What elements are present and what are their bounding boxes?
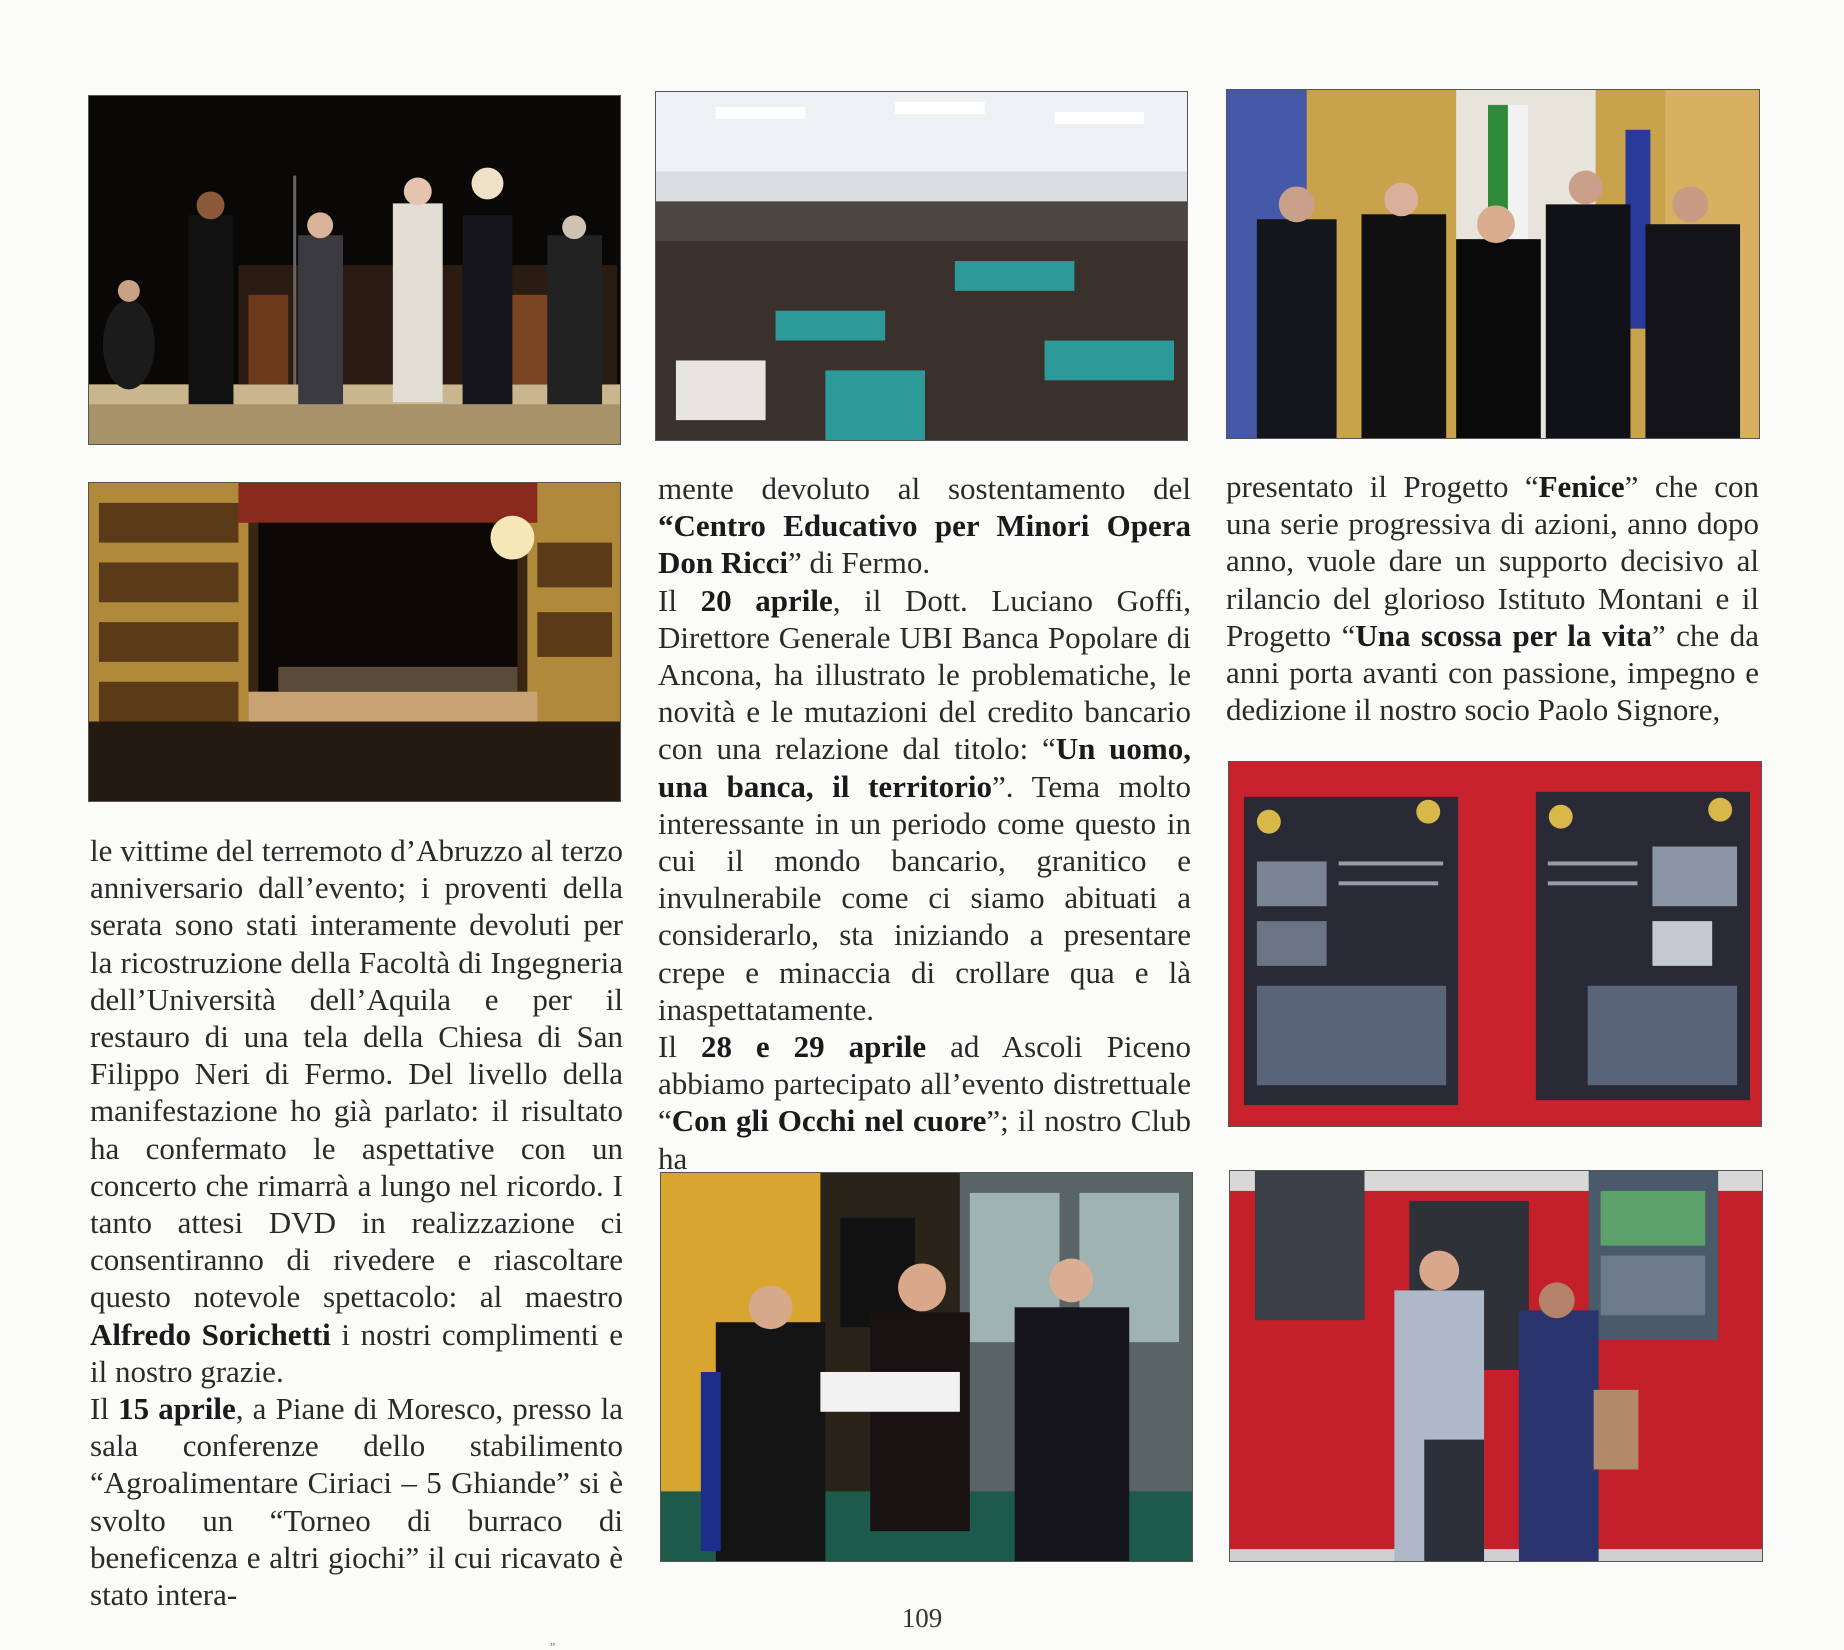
bold-date-20-aprile: 20 aprile (700, 582, 833, 618)
article-column-2 (658, 470, 1191, 1177)
article-column-1 (90, 832, 623, 1613)
stray-mark: „ (550, 1633, 556, 1647)
bold-date-15-aprile: 15 aprile (118, 1391, 236, 1427)
photo-speakers-reading (660, 1172, 1193, 1562)
bold-conductor-name: Alfredo Sorichetti (90, 1316, 331, 1352)
photo-theatre-interior (88, 482, 621, 802)
bold-event-title: Con gli Occhi nel cuore (671, 1103, 987, 1139)
bold-fenice: Fenice (1538, 469, 1625, 504)
page-number: 109 (901, 1603, 943, 1633)
paragraph-district-event: Il 28 e 29 aprile ad Ascoli Piceno abbiamo partecipato all’evento distrettuale “Con gli Occhi nel cuore”; il nostro Club ha (658, 1029, 1192, 1176)
photo-speakers-flags (1226, 89, 1760, 439)
photo-posters-panel (1228, 761, 1762, 1127)
bold-date-28-29-aprile: 28 e 29 aprile (700, 1029, 927, 1065)
photo-couple-posters (1229, 1170, 1763, 1562)
photo-concert-stage (88, 95, 621, 445)
photo-burraco-hall (655, 91, 1188, 441)
paragraph-banking-talk: Il 20 aprile, il Dott. Luciano Goffi, Direttore Generale UBI Banca Popolare di Ancona, ha illustrato le problematiche, le novità e le mutazioni del credito bancario con una relazione dal titolo: “Un uomo, una banca, il territorio”. Tema molto interessante in un periodo come questo in cui il mondo bancario, granitico e invulnerabile come ci siamo abituati a considerarlo, sta iniziando a presentare crepe e minaccia di crollare qua e là inaspettatamente. (658, 582, 1191, 1027)
bold-una-scossa: Una scossa per la vita (1355, 617, 1652, 653)
paragraph-burraco-tournament: Il 15 aprile, a Piane di Moresco, presso la sala conferenze dello stabilimento “Agroalimentare Ciriaci – 5 Ghiande” si è svolto un “Torneo di burraco di beneficenza e altri giochi” il cui ricavato è stato intera- (90, 1391, 624, 1613)
paragraph-earthquake-concert: le vittime del terremoto d’Abruzzo al terzo anniversario dall’evento; i proventi della serata sono stati interamente devoluti per la ricostruzione della Facoltà di Ingegneria dell’Università dell’Aquila e per il restauro di una tela della Chiesa di San Filippo Neri di Fermo. Del livello della manifestazione ho già parlato: il risultato ha confermato le aspettative con un concerto che rimarrà a lungo nel ricordo. I tanto attesi DVD in realizzazione ci consentiranno di rivedere e riascoltare questo notevole spettacolo: al maestro Alfredo Sorichetti i nostri complimenti e il nostro grazie. (90, 833, 624, 1389)
paragraph-don-ricci: mente devoluto al sostentamento del “Centro Educativo per Minori Opera Don Ricci” di Fermo. (658, 471, 1191, 581)
bold-centro-educativo: “Centro Educativo per Minori Opera Don Ricci (658, 508, 1191, 581)
paragraph-fenice-project: presentato il Progetto “Fenice” che con una serie progressiva di azioni, anno dopo anno, vuole dare un supporto decisivo al rilancio del glorioso Istituto Montani e il Progetto “Una scossa per la vita” che da anni porta avanti con passione, impegno e dedizione il nostro socio Paolo Signore, (1226, 469, 1760, 728)
bold-talk-title: Un uomo, una banca, il territorio (658, 731, 1191, 804)
article-column-3 (1226, 468, 1759, 728)
